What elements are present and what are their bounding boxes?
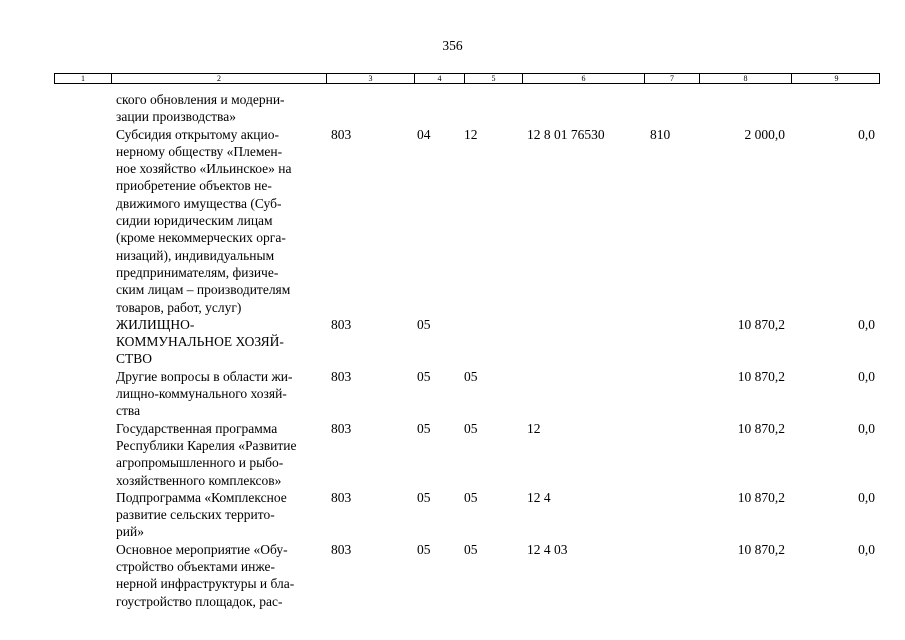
- description-line: низаций), индивидуальным: [116, 247, 275, 263]
- row-description: [116, 541, 321, 610]
- description-line: нерному обществу «Племен-: [116, 143, 283, 159]
- ministry-code: 803: [331, 541, 352, 557]
- description-line: сидии юридическим лицам: [116, 213, 273, 229]
- amount-value: 10 870,2: [737, 541, 785, 557]
- description-line: рий»: [116, 524, 144, 540]
- description-line: лищно-коммунального хозяй-: [116, 386, 287, 402]
- second-amount-value: 0,0: [858, 316, 875, 332]
- table-row: [0, 489, 905, 541]
- description-line: ства: [116, 403, 141, 419]
- description-line: зации производства»: [116, 109, 236, 125]
- header-cell-4: 4: [415, 74, 465, 83]
- second-amount-value: 0,0: [858, 420, 875, 436]
- description-line: Субсидия открытому акцио-: [116, 126, 279, 142]
- description-line: гоустройство площадок, рас-: [116, 593, 283, 609]
- row-description: [116, 316, 321, 368]
- description-line: Основное мероприятие «Обу-: [116, 541, 288, 557]
- description-line: развитие сельских террито-: [116, 507, 275, 523]
- subsection-code: 05: [464, 489, 478, 505]
- subsection-code: 05: [464, 368, 478, 384]
- table-row: [0, 420, 905, 489]
- description-line: предпринимателям, физиче-: [116, 264, 279, 280]
- header-cell-7: 7: [645, 74, 700, 83]
- description-line: нерной инфраструктуры и бла-: [116, 576, 295, 592]
- ministry-code: 803: [331, 368, 352, 384]
- amount-value: 2 000,0: [744, 126, 785, 142]
- row-description: [116, 368, 321, 420]
- description-line: ским лицам – производителям: [116, 282, 291, 298]
- header-cell-5: 5: [465, 74, 523, 83]
- description-line: ЖИЛИЩНО-: [116, 316, 195, 332]
- description-line: Республики Карелия «Развитие: [116, 437, 297, 453]
- header-cell-3: 3: [327, 74, 415, 83]
- section-code: 05: [417, 489, 431, 505]
- table-row: [0, 368, 905, 420]
- description-line: Подпрограмма «Комплексное: [116, 489, 287, 505]
- description-line: движимого имущества (Суб-: [116, 195, 282, 211]
- amount-value: 10 870,2: [737, 489, 785, 505]
- row-description: [116, 489, 321, 541]
- section-code: 05: [417, 420, 431, 436]
- row-description: [116, 91, 321, 126]
- row-description: [116, 126, 321, 316]
- ministry-code: 803: [331, 126, 352, 142]
- description-line: Другие вопросы в области жи-: [116, 368, 293, 384]
- target-article-code: 12 4 03: [527, 541, 568, 557]
- target-article-code: 12 8 01 76530: [527, 126, 605, 142]
- description-line: СТВО: [116, 351, 153, 367]
- target-article-code: 12: [527, 420, 541, 436]
- table-header-row: [54, 73, 880, 84]
- ministry-code: 803: [331, 316, 352, 332]
- description-line: товаров, работ, услуг): [116, 299, 242, 315]
- subsection-code: 12: [464, 126, 478, 142]
- amount-value: 10 870,2: [737, 420, 785, 436]
- header-cell-2: 2: [112, 74, 327, 83]
- header-cell-1: 1: [55, 74, 112, 83]
- header-cell-6: 6: [523, 74, 645, 83]
- target-article-code: 12 4: [527, 489, 551, 505]
- section-code: 05: [417, 368, 431, 384]
- section-code: 05: [417, 316, 431, 332]
- description-line: приобретение объектов не-: [116, 178, 272, 194]
- ministry-code: 803: [331, 489, 352, 505]
- amount-value: 10 870,2: [737, 316, 785, 332]
- description-line: стройство объектами инже-: [116, 559, 276, 575]
- description-line: ского обновления и модерни-: [116, 92, 285, 107]
- description-line: хозяйственного комплексов»: [116, 472, 282, 488]
- second-amount-value: 0,0: [858, 126, 875, 142]
- table-row: [0, 541, 905, 610]
- subsection-code: 05: [464, 420, 478, 436]
- section-code: 05: [417, 541, 431, 557]
- second-amount-value: 0,0: [858, 541, 875, 557]
- ministry-code: 803: [331, 420, 352, 436]
- description-line: (кроме некоммерческих орга-: [116, 230, 286, 246]
- description-line: агропромышленного и рыбо-: [116, 455, 284, 471]
- second-amount-value: 0,0: [858, 368, 875, 384]
- section-code: 04: [417, 126, 431, 142]
- row-description: [116, 420, 321, 489]
- description-line: Государственная программа: [116, 420, 278, 436]
- description-line: КОММУНАЛЬНОЕ ХОЗЯЙ-: [116, 334, 284, 350]
- description-line: ное хозяйство «Ильинское» на: [116, 161, 292, 177]
- table-body: [0, 91, 905, 610]
- header-cell-9: 9: [834, 74, 839, 83]
- page-number: 356: [442, 38, 463, 53]
- expense-type-code: 810: [650, 126, 671, 142]
- header-cell-8: 8: [700, 74, 792, 83]
- table-row: [0, 316, 905, 368]
- table-row: [0, 91, 905, 126]
- amount-value: 10 870,2: [737, 368, 785, 384]
- subsection-code: 05: [464, 541, 478, 557]
- second-amount-value: 0,0: [858, 489, 875, 505]
- table-row: [0, 126, 905, 316]
